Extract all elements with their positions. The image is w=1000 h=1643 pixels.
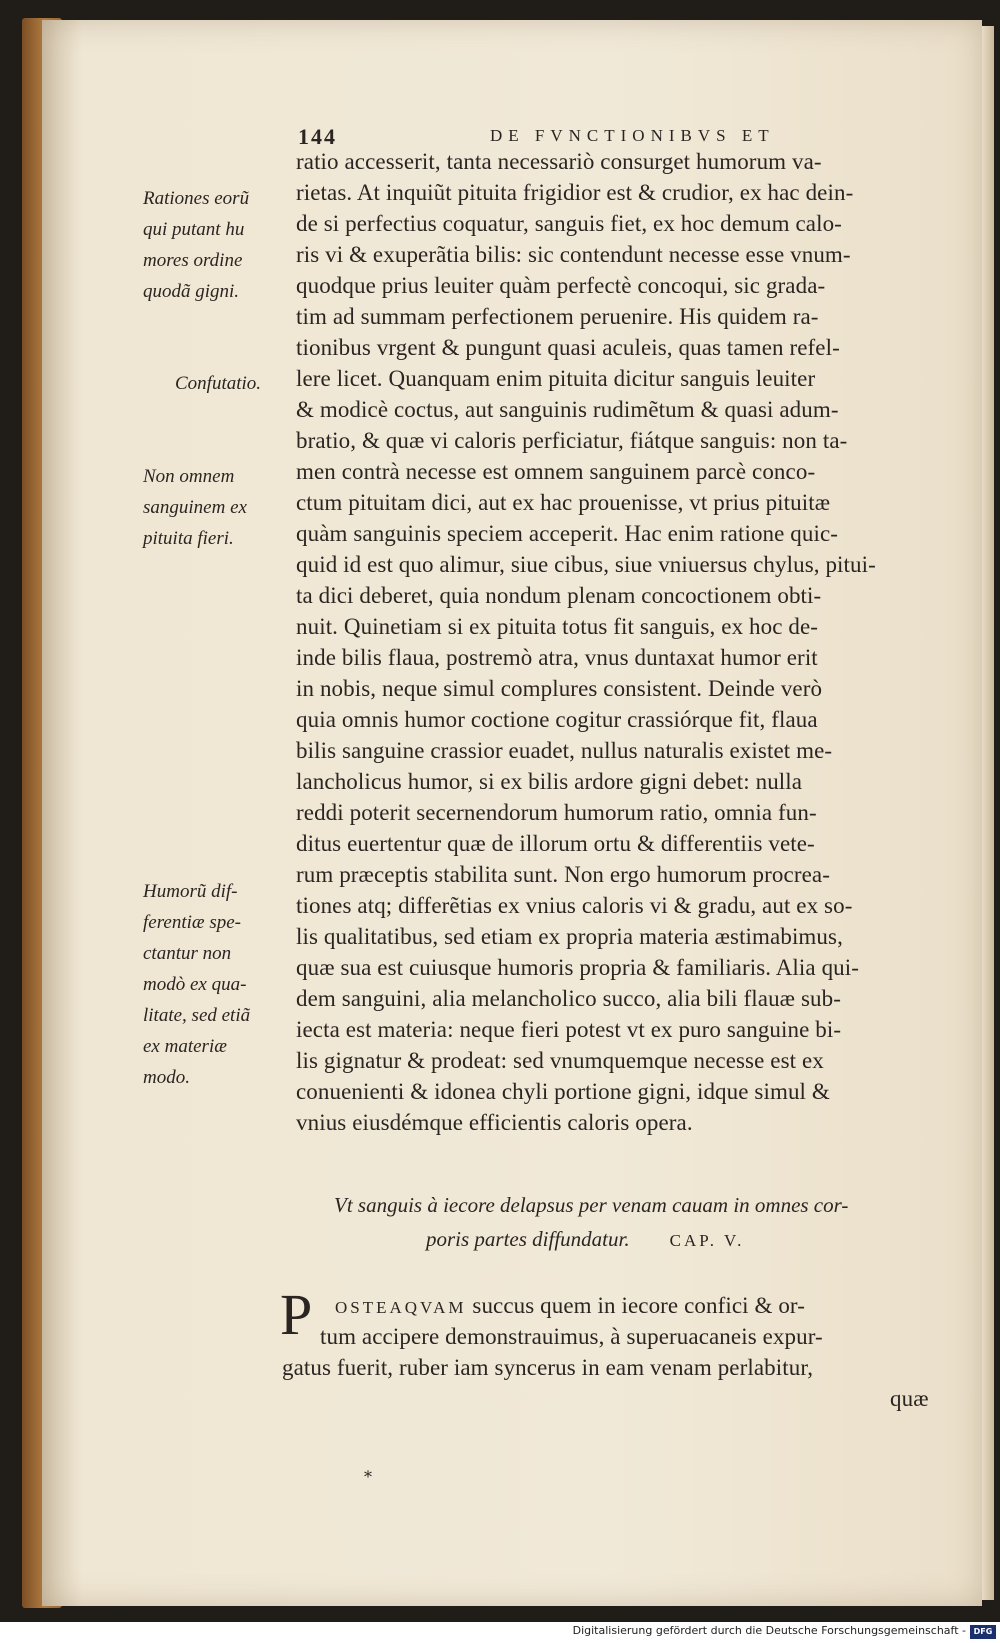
margin-note-line: pituita fieri. xyxy=(143,528,234,549)
body-line: bilis sanguine crassior euadet, nullus naturalis existet me- xyxy=(296,738,833,763)
body-line: ta dici deberet, quia nondum plenam concoctionem obti- xyxy=(296,583,822,608)
body-line: lis gignatur & prodeat: sed vnumquemque necesse est ex xyxy=(296,1048,824,1073)
margin-note-line: modò ex qua- xyxy=(143,974,247,995)
body-line: quodque prius leuiter quàm perfectè concoqui, sic grada- xyxy=(296,273,826,298)
drop-capital: P xyxy=(280,1282,313,1347)
chapter-title-line-2 xyxy=(426,1227,744,1252)
margin-note-line: Non omnem xyxy=(143,466,235,487)
margin-note-line: qui putant hu xyxy=(143,219,245,240)
body-line: in nobis, neque simul complures consistent. Deinde verò xyxy=(296,676,823,701)
margin-note-line: Confutatio. xyxy=(175,373,262,394)
body-line: ctum pituitam dici, aut ex hac prouenisse, vt prius pituitæ xyxy=(296,490,831,515)
margin-note-line: Rationes eorũ xyxy=(143,188,250,209)
catchword: quæ xyxy=(890,1386,929,1411)
body-line: lis qualitatibus, sed etiam ex propria materia æstimabimus, xyxy=(296,924,843,949)
chapter-line-3: gatus fuerit, ruber iam syncerus in eam venam perlabitur, xyxy=(282,1355,814,1380)
body-line: men contrà necesse est omnem sanguinem parcè conco- xyxy=(296,459,816,484)
body-line: tionibus vrgent & pungunt quasi aculeis, quas tamen refel- xyxy=(296,335,840,360)
body-line: tim ad summam perfectionem peruenire. His quidem ra- xyxy=(296,304,819,329)
margin-note-line: quodã gigni. xyxy=(143,281,240,302)
body-line: quid id est quo alimur, siue cibus, siue vniuersus chylus, pitui- xyxy=(296,552,876,577)
chapter-line-1 xyxy=(335,1290,990,1323)
body-line: vnius eiusdémque efficientis caloris opera. xyxy=(296,1110,693,1135)
body-line: iecta est materia: neque fieri potest vt ex puro sanguine bi- xyxy=(296,1017,842,1042)
body-line: rietas. At inquiũt pituita frigidior est & crudior, ex hac dein- xyxy=(296,180,854,205)
body-line: quàm sanguinis speciem acceperit. Hac enim ratione quic- xyxy=(296,521,839,546)
body-line: rum præceptis stabilita sunt. Non ergo humorum procrea- xyxy=(296,862,830,887)
digitization-footer xyxy=(0,1622,1000,1643)
body-line: inde bilis flaua, postremò atra, vnus duntaxat humor erit xyxy=(296,645,818,670)
body-line: quæ sua est cuiusque humoris propria & familiaris. Alia qui- xyxy=(296,955,860,980)
body-line: de si perfectius coquatur, sanguis fiet, ex hoc demum calo- xyxy=(296,211,842,236)
chapter-title-text: poris partes diffundatur. xyxy=(426,1227,630,1251)
margin-note-line: Humorũ dif- xyxy=(143,881,238,902)
body-line: lancholicus humor, si ex bilis ardore gigni debet: nulla xyxy=(296,769,803,794)
margin-note-line: mores ordine xyxy=(143,250,243,271)
body-line: & modicè coctus, aut sanguinis rudimẽtum & quasi adum- xyxy=(296,397,839,422)
body-line: dem sanguini, alia melancholico succo, alia bili flauæ sub- xyxy=(296,986,841,1011)
chapter-number: CAP. V. xyxy=(669,1231,745,1250)
margin-note-line: sanguinem ex xyxy=(143,497,247,518)
chapter-line-text: succus quem in iecore confici & or- xyxy=(472,1293,805,1318)
margin-note-line: litate, sed etiã xyxy=(143,1005,251,1026)
body-line: reddi poterit secernendorum humorum ratio, omnia fun- xyxy=(296,800,817,825)
chapter-opening-caps: OSTEAQVAM xyxy=(335,1298,467,1317)
page-number: 144 xyxy=(298,124,337,149)
body-line: lere licet. Quanquam enim pituita dicitur sanguis leuiter xyxy=(296,366,816,391)
body-line: ratio accesserit, tanta necessariò consurget humorum va- xyxy=(296,149,822,174)
footer-credit: Digitalisierung gefördert durch die Deutsche Forschungsgemeinschaft - xyxy=(572,1624,966,1637)
body-line: ditus euertentur quæ de illorum ortu & differentiis vete- xyxy=(296,831,815,856)
running-title: DE FVNCTIONIBVS ET xyxy=(490,126,775,145)
signature-mark: ⁎ xyxy=(364,1464,372,1481)
body-line: conuenienti & idonea chyli portione gigni, idque simul & xyxy=(296,1079,830,1104)
body-line: ris vi & exuperãtia bilis: sic contendunt necesse esse vnum- xyxy=(296,242,851,267)
body-line: tiones atq; differẽtias ex vnius caloris vi & gradu, aut ex so- xyxy=(296,893,853,918)
margin-note-line: ferentiæ spe- xyxy=(143,912,241,933)
body-line: bratio, & quæ vi caloris perficiatur, fiátque sanguis: non ta- xyxy=(296,428,848,453)
chapter-line-2: tum accipere demonstrauimus, à superuacaneis expur- xyxy=(320,1324,823,1349)
body-line: quia omnis humor coctione cogitur crassiórque fit, flaua xyxy=(296,707,818,732)
chapter-title-line: Vt sanguis à iecore delapsus per venam cauam in omnes cor- xyxy=(334,1193,849,1217)
body-line: nuit. Quinetiam si ex pituita totus fit sanguis, ex hoc de- xyxy=(296,614,819,639)
margin-note-line: ctantur non xyxy=(143,943,232,964)
page-edge xyxy=(982,26,994,1600)
margin-note-line: ex materiæ xyxy=(143,1036,227,1057)
margin-note-line: modo. xyxy=(143,1067,190,1088)
dfg-logo: DFG xyxy=(970,1625,996,1639)
